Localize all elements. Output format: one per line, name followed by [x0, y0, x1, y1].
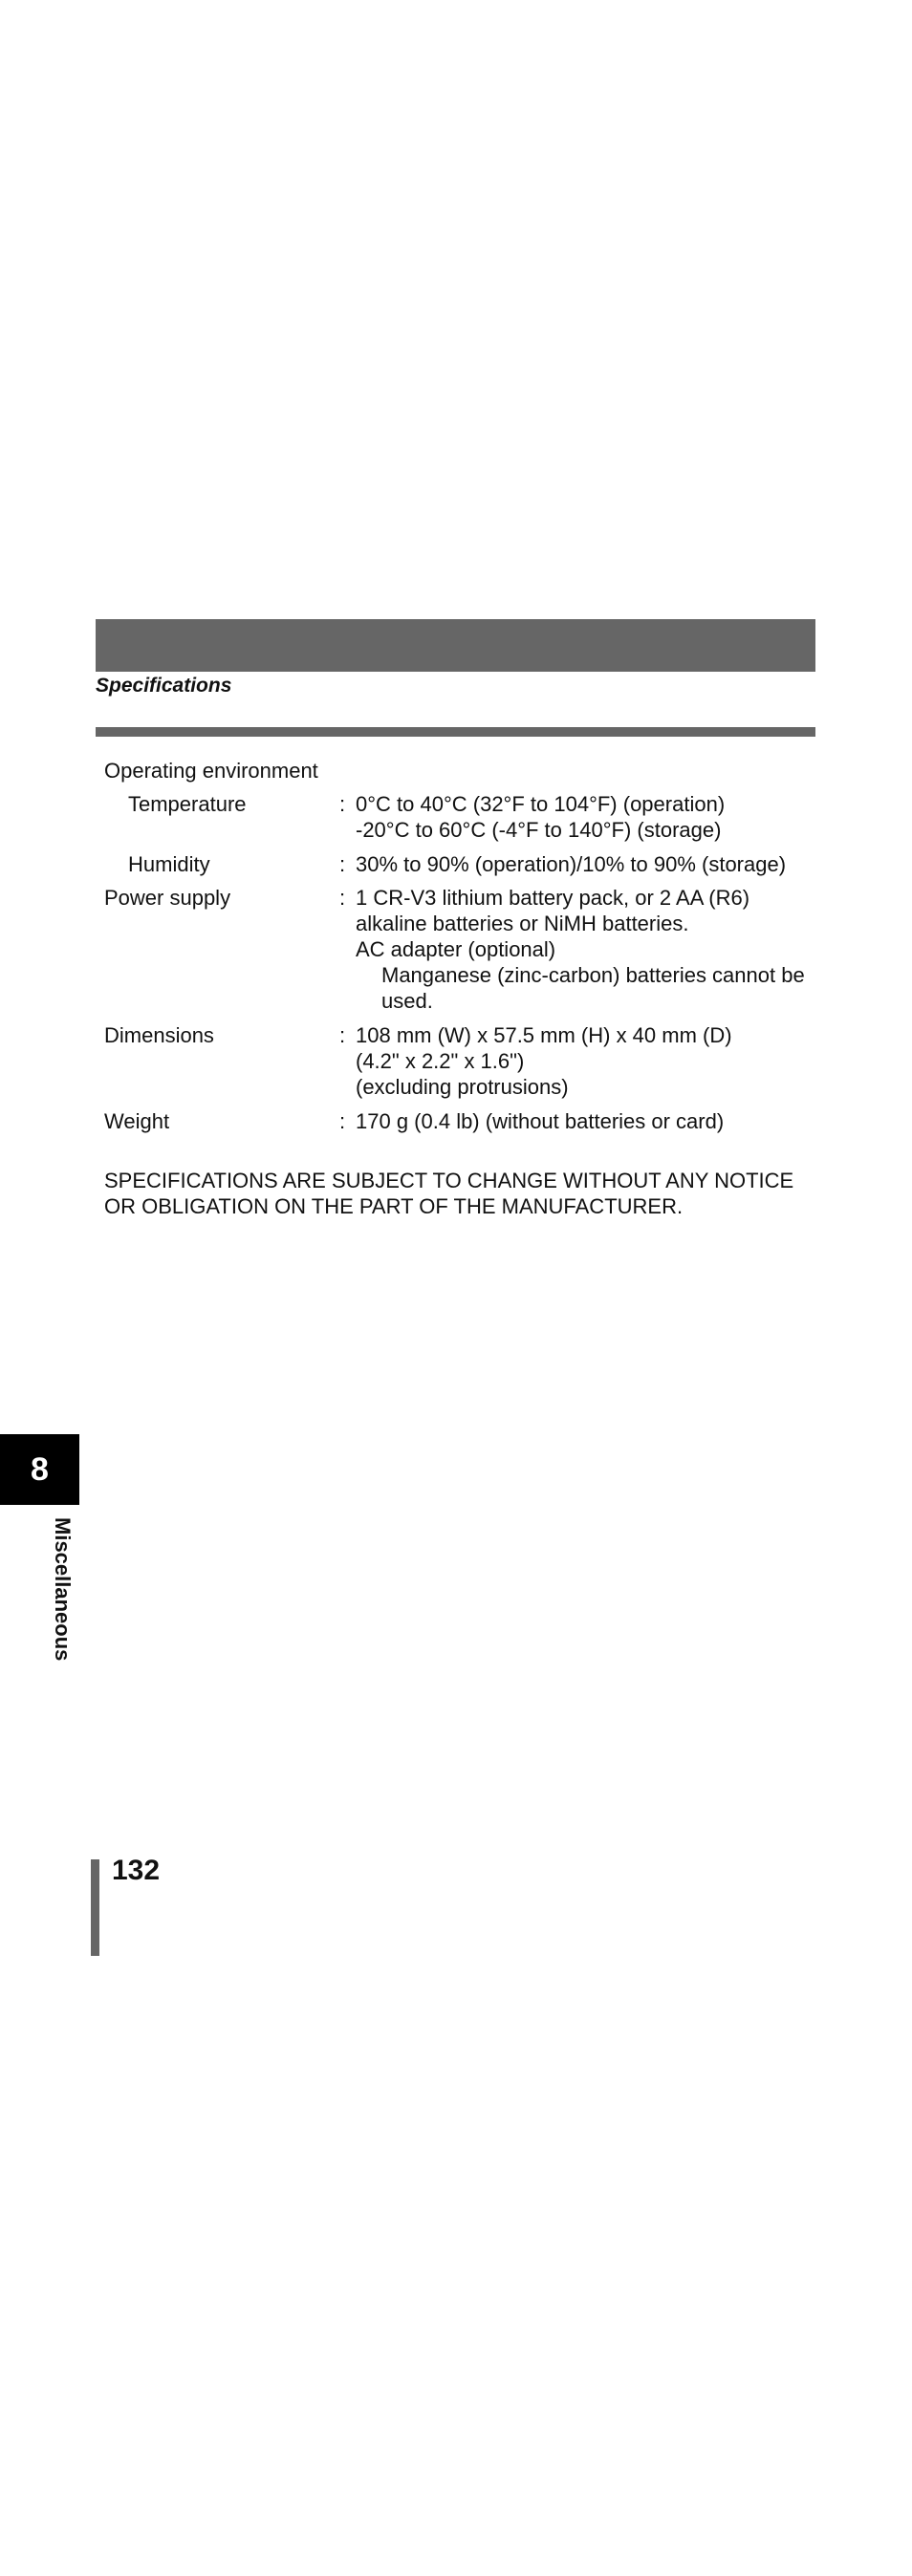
power-supply-line3: AC adapter (optional) [356, 937, 556, 961]
notice-line-1: SPECIFICATIONS ARE SUBJECT TO CHANGE WITHOUT ANY NOTICE [104, 1169, 794, 1192]
chapter-label: Miscellaneous [51, 1517, 75, 1662]
power-supply-line2: alkaline batteries or NiMH batteries. [356, 912, 689, 935]
dimensions-line2: (4.2" x 2.2" x 1.6") [356, 1049, 525, 1073]
weight-value: 170 g (0.4 lb) (without batteries or card) [356, 1109, 725, 1133]
power-supply-colon: : [339, 886, 346, 910]
dimensions-line3: (excluding protrusions) [356, 1075, 569, 1099]
notice-line-2: OR OBLIGATION ON THE PART OF THE MANUFACTURER. [104, 1194, 684, 1218]
temperature-label: Temperature [128, 792, 247, 816]
temperature-storage: -20°C to 60°C (-4°F to 140°F) (storage) [356, 818, 722, 842]
dimensions-colon: : [339, 1023, 346, 1047]
specifications-notice [104, 1168, 793, 1219]
page-number-bar [91, 1859, 99, 1956]
power-supply-note-line2: used. [381, 989, 433, 1013]
header-bar [96, 619, 815, 672]
humidity-label: Humidity [128, 852, 210, 876]
chapter-number-tab: 8 [0, 1434, 79, 1505]
section-rule [96, 727, 815, 737]
humidity-colon: : [339, 852, 346, 876]
temperature-colon: : [339, 792, 346, 816]
power-supply-label: Power supply [104, 886, 231, 910]
page-number: 132 [112, 1855, 161, 1886]
operating-environment-heading: Operating environment [104, 759, 318, 783]
humidity-value: 30% to 90% (operation)/10% to 90% (storage) [356, 852, 787, 876]
dimensions-label: Dimensions [104, 1023, 214, 1047]
power-supply-note-line1: Manganese (zinc-carbon) batteries cannot be [381, 963, 805, 987]
weight-colon: : [339, 1109, 346, 1133]
section-title: Specifications [96, 675, 232, 697]
temperature-operation: 0°C to 40°C (32°F to 104°F) (operation) [356, 792, 726, 816]
dimensions-line1: 108 mm (W) x 57.5 mm (H) x 40 mm (D) [356, 1023, 732, 1047]
power-supply-line1: 1 CR-V3 lithium battery pack, or 2 AA (R6) [356, 886, 750, 910]
weight-label: Weight [104, 1109, 170, 1133]
